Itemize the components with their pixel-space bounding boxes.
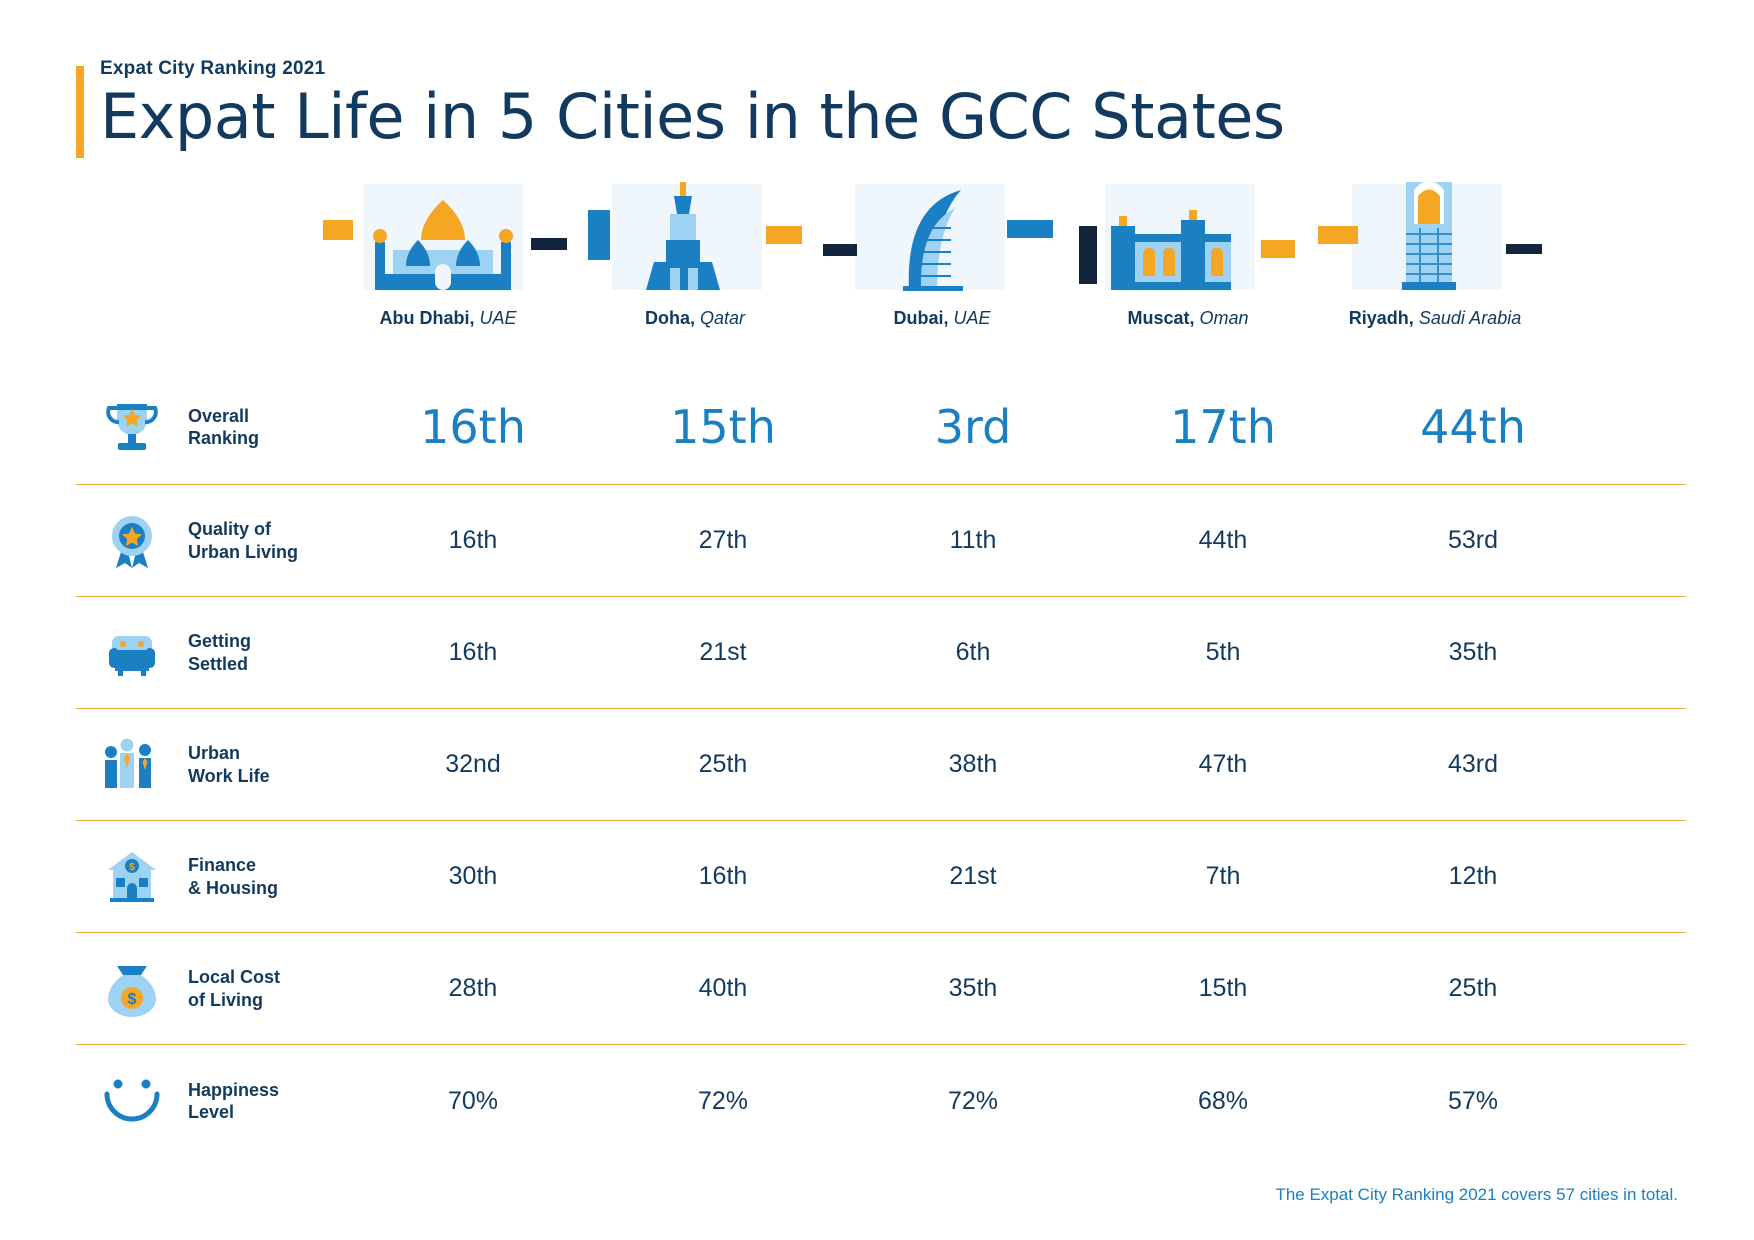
value-cell: 30th: [448, 862, 498, 890]
value-cell: 12th: [1448, 862, 1498, 890]
value-cell: 28th: [448, 974, 498, 1002]
value-cell: 21st: [699, 638, 747, 666]
value-cell: 11th: [949, 526, 997, 554]
value-cell: 47th: [1198, 750, 1248, 778]
row-label-overall-ranking: Overall Ranking: [188, 405, 260, 448]
city-name-doha: Doha, Qatar: [644, 308, 746, 328]
value-cell: 17th: [1170, 400, 1276, 454]
value-cell: 53rd: [1447, 526, 1499, 554]
city-header-dubai: [817, 182, 1067, 329]
money-bag-icon: [76, 933, 188, 1044]
trophy-icon: [76, 370, 188, 484]
burj-al-arab-icon: [817, 182, 1067, 292]
table-row: [76, 597, 1686, 709]
mosque-icon: [323, 182, 573, 292]
footnote: The Expat City Ranking 2021 covers 57 cities in total.: [1275, 1185, 1678, 1204]
row-label-finance-housing: Finance & Housing: [188, 855, 278, 898]
table-row: [76, 709, 1686, 821]
smiley-icon: [76, 1045, 188, 1157]
page-title: Expat Life in 5 Cities in the GCC States: [100, 80, 1285, 153]
city-header-muscat: [1063, 182, 1313, 329]
value-cell: 40th: [698, 974, 748, 1002]
value-cell: 21st: [949, 862, 997, 890]
city-header-abu-dhabi: [323, 182, 573, 329]
value-cell: 44th: [1420, 400, 1526, 454]
row-label-local-cost-of-living: Local Cost of Living: [188, 967, 281, 1010]
fort-icon: [1063, 182, 1313, 292]
row-label-happiness-level: Happiness Level: [188, 1079, 280, 1122]
row-label-getting-settled: Getting Settled: [188, 631, 251, 674]
value-cell: 57%: [1447, 1086, 1499, 1115]
value-cell: 70%: [447, 1086, 499, 1115]
city-name-dubai: Dubai, UAE: [893, 308, 991, 328]
tower-icon: [570, 182, 820, 292]
kicker-text: Expat City Ranking 2021: [100, 58, 326, 79]
city-header-doha: [570, 182, 820, 329]
value-cell: 72%: [947, 1086, 999, 1115]
table-row: [76, 933, 1686, 1045]
svg-text:$: $: [129, 861, 135, 873]
value-cell: 15th: [670, 400, 776, 454]
table-row: [76, 1045, 1686, 1157]
value-cell: 16th: [698, 862, 748, 890]
city-header-riyadh: [1310, 182, 1560, 329]
value-cell: 3rd: [934, 400, 1012, 454]
value-cell: 38th: [948, 750, 998, 778]
value-cell: 25th: [698, 750, 748, 778]
value-cell: 32nd: [445, 750, 501, 778]
svg-text:$: $: [127, 990, 137, 1008]
value-cell: 35th: [948, 974, 998, 1002]
value-cell: 16th: [448, 638, 498, 666]
value-cell: 7th: [1205, 862, 1241, 890]
value-cell: 27th: [698, 526, 748, 554]
accent-bar: [76, 66, 84, 158]
value-cell: 6th: [955, 638, 991, 666]
table-row: [76, 485, 1686, 597]
row-label-urban-work-life: Urban Work Life: [188, 743, 270, 786]
row-label-quality-of-urban-living: Quality of Urban Living: [188, 519, 299, 562]
value-cell: 16th: [448, 526, 498, 554]
table-row: [76, 821, 1686, 933]
value-cell: 72%: [697, 1086, 749, 1115]
value-cell: 5th: [1205, 638, 1241, 666]
value-cell: 44th: [1198, 526, 1248, 554]
value-cell: 43rd: [1447, 750, 1499, 778]
city-name-muscat: Muscat, Oman: [1127, 308, 1249, 328]
value-cell: 68%: [1197, 1086, 1249, 1115]
rankings-table: [76, 370, 1686, 1157]
value-cell: 35th: [1448, 638, 1498, 666]
kingdom-centre-icon: [1310, 182, 1560, 292]
value-cell: 16th: [420, 400, 526, 454]
people-icon: [76, 709, 188, 820]
page-header: [76, 58, 1285, 158]
city-name-riyadh: Riyadh, Saudi Arabia: [1348, 308, 1522, 328]
house-money-icon: [76, 821, 188, 932]
armchair-icon: [76, 597, 188, 708]
value-cell: 25th: [1448, 974, 1498, 1002]
city-name-abu-dhabi: Abu Dhabi, UAE: [379, 308, 517, 328]
value-cell: 15th: [1198, 974, 1248, 1002]
table-row: [76, 370, 1686, 485]
rosette-icon: [76, 485, 188, 596]
